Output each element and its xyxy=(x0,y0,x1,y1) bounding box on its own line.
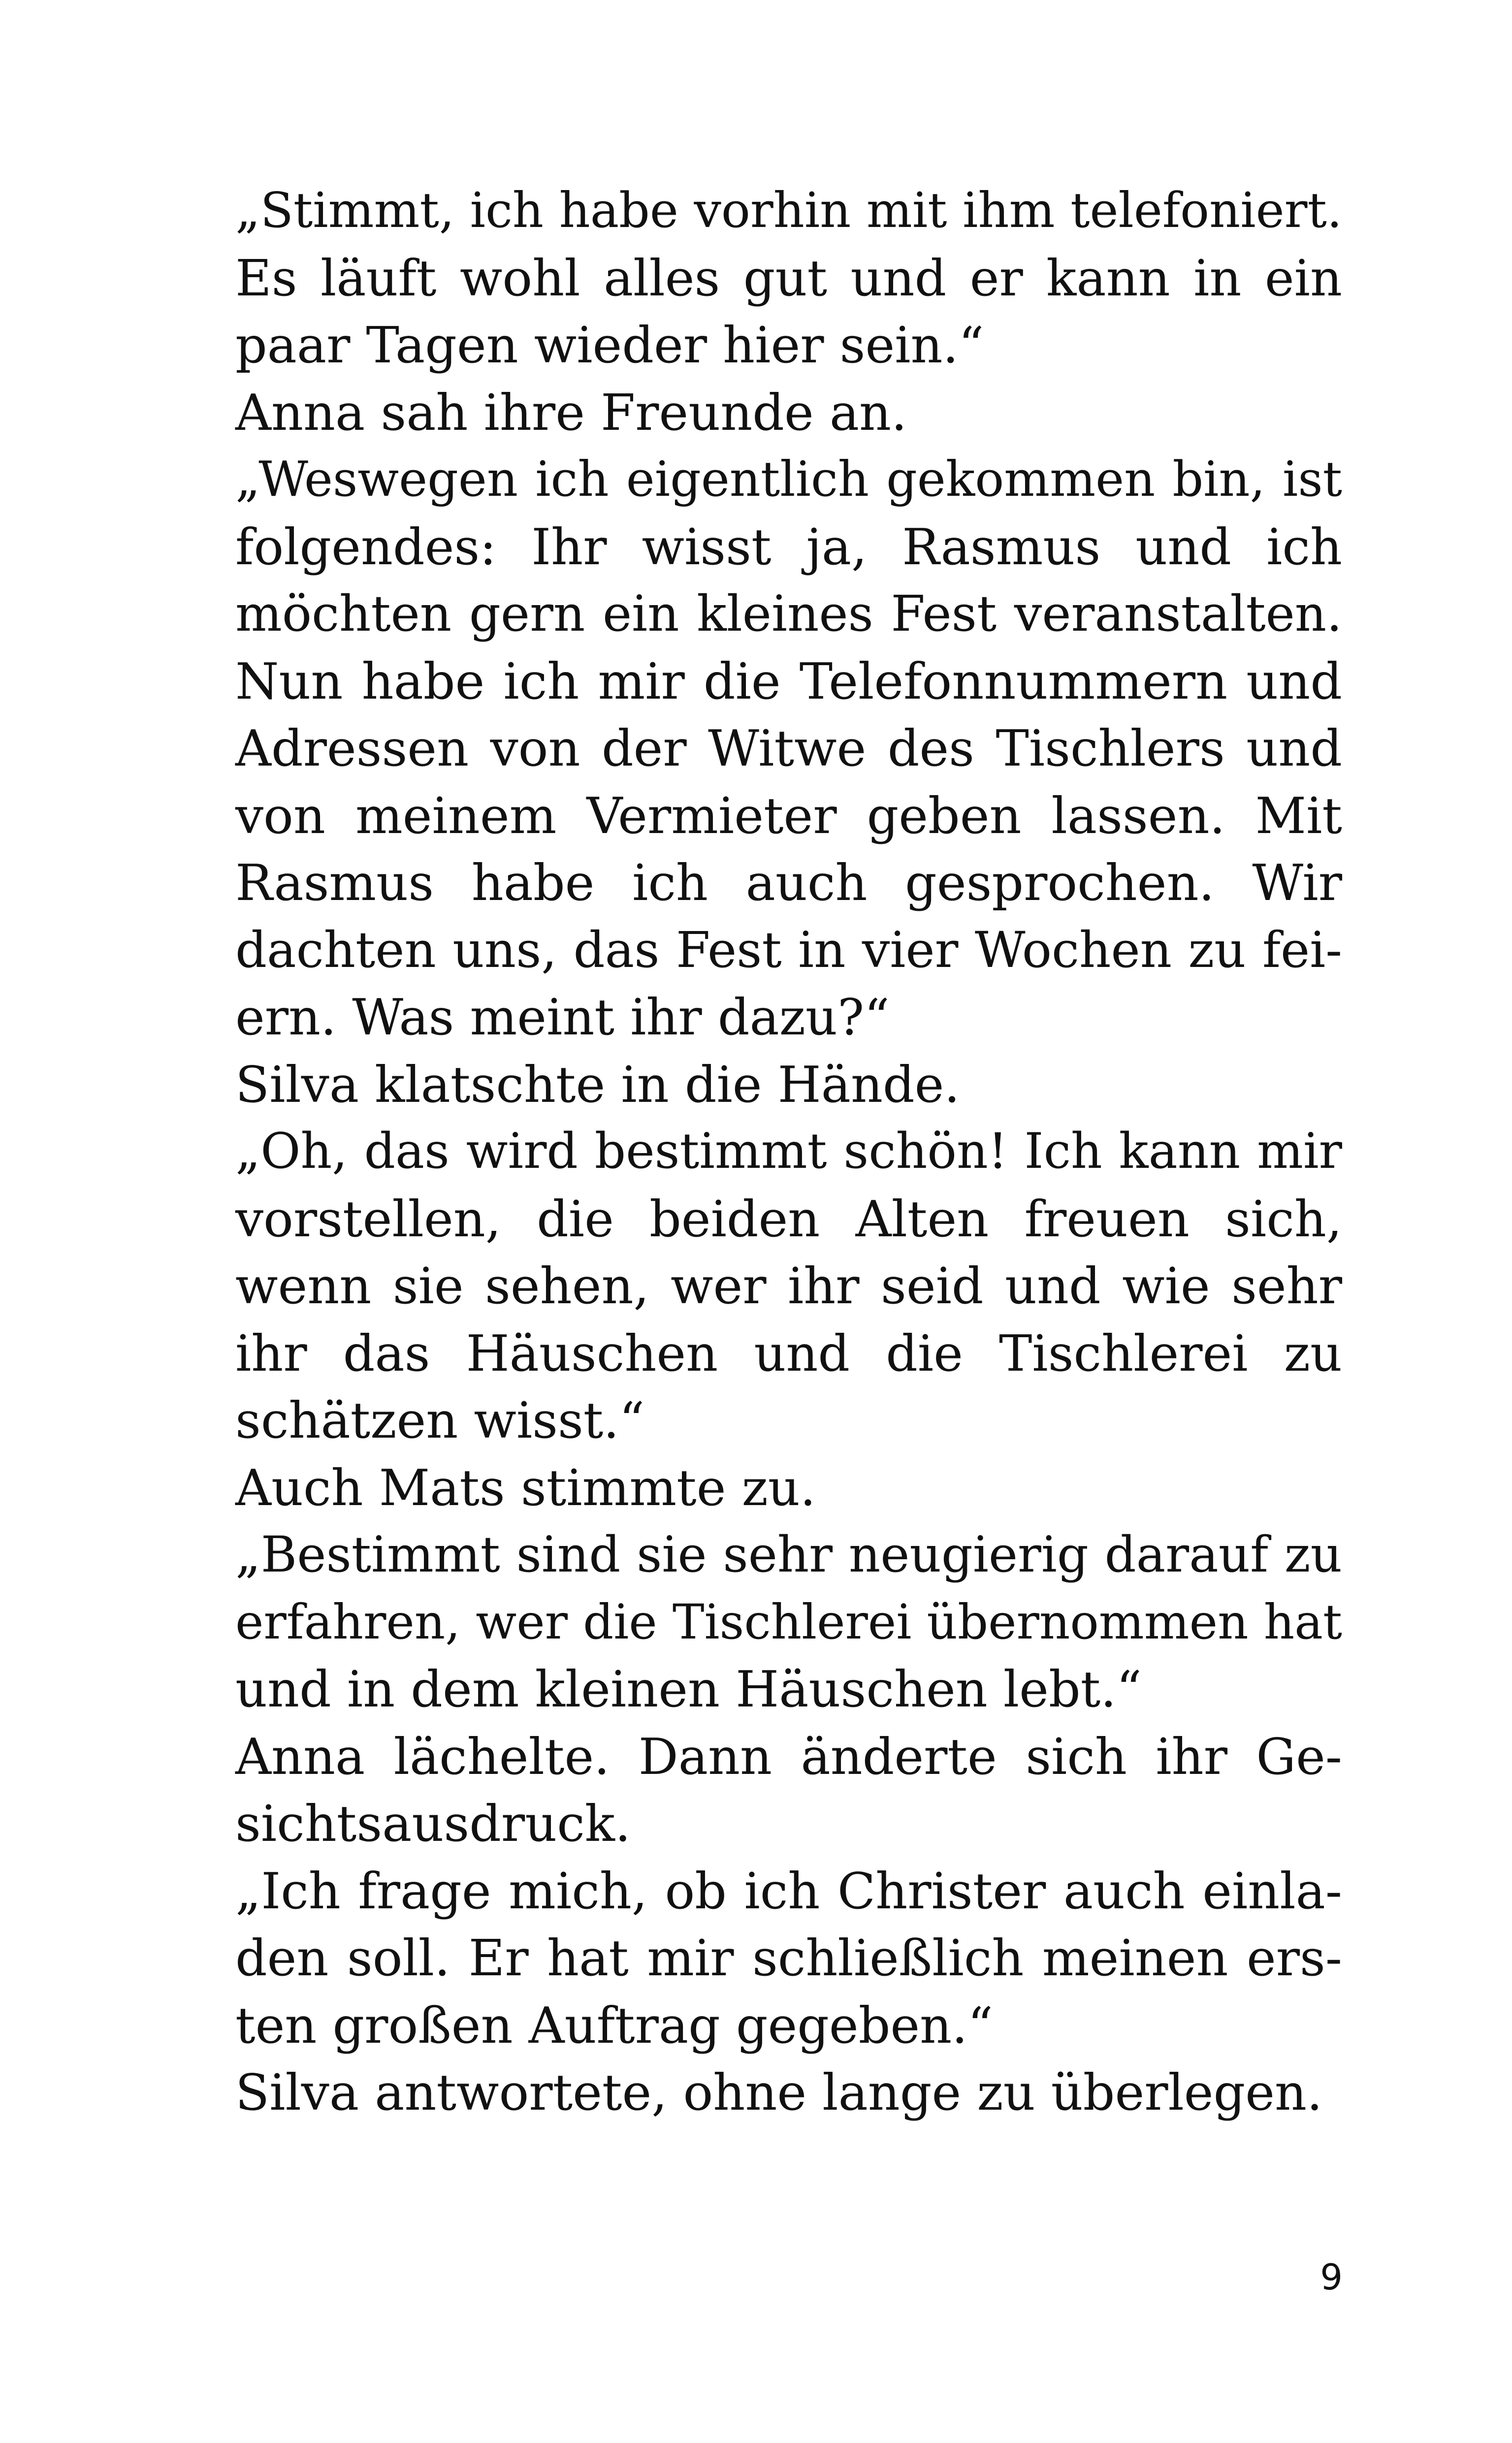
text-line: erfahren, wer die Tischlerei übernommen hat xyxy=(235,1594,1342,1650)
text-line: und in dem kleinen Häuschen lebt.“ xyxy=(235,1660,1142,1718)
text-line: „Weswegen ich eigentlich gekommen bin, ist xyxy=(235,451,1342,508)
body-text xyxy=(235,177,1342,2126)
text-line: Auch Mats stimmte zu. xyxy=(235,1458,816,1517)
text-line: Anna lächelte. Dann änderte sich ihr Ge- xyxy=(235,1727,1342,1786)
text-line: vorstellen, die beiden Alten freuen sich, xyxy=(235,1189,1342,1248)
text-line: „Oh, das wird bestimmt schön! Ich kann mir xyxy=(235,1123,1342,1180)
text-line: folgendes: Ihr wisst ja, Rasmus und ich xyxy=(235,517,1342,576)
text-line: ern. Was meint ihr dazu?“ xyxy=(235,988,890,1046)
text-line: ten großen Auftrag gegeben.“ xyxy=(235,1996,993,2055)
text-line: schätzen wisst.“ xyxy=(235,1391,645,1449)
text-line: von meinem Vermieter geben lassen. Mit xyxy=(235,786,1342,845)
text-line: dachten uns, das Fest in vier Wochen zu fei- xyxy=(235,921,1342,979)
text-line: wenn sie sehen, wer ihr seid und wie sehr xyxy=(235,1257,1342,1315)
text-line: ihr das Häuschen und die Tischlerei zu xyxy=(235,1324,1342,1382)
text-line: „Stimmt, ich habe vorhin mit ihm telefoniert. xyxy=(235,183,1342,239)
text-line: möchten gern ein kleines Fest veranstalten. xyxy=(235,585,1342,643)
text-line: sichtsausdruck. xyxy=(235,1795,631,1853)
page-number: 9 xyxy=(1320,2256,1343,2298)
text-line: Es läuft wohl alles gut und er kann in ein xyxy=(235,249,1342,307)
text-line: Rasmus habe ich auch gesprochen. Wir xyxy=(235,854,1342,912)
text-line: paar Tagen wieder hier sein.“ xyxy=(235,316,984,374)
text-line: Nun habe ich mir die Telefonnummern und xyxy=(235,652,1342,710)
text-line: „Ich frage mich, ob ich Christer auch einla- xyxy=(235,1862,1342,1920)
text-line: den soll. Er hat mir schließlich meinen ers- xyxy=(235,1929,1342,1987)
text-line: Adressen von der Witwe des Tischlers und xyxy=(235,719,1342,777)
text-line: „Bestimmt sind sie sehr neugierig darauf zu xyxy=(235,1526,1342,1583)
text-line: Silva klatschte in die Hände. xyxy=(235,1055,960,1114)
text-line: Silva antwortete, ohne lange zu überlegen. xyxy=(235,2063,1323,2122)
text-line: Anna sah ihre Freunde an. xyxy=(235,383,907,442)
